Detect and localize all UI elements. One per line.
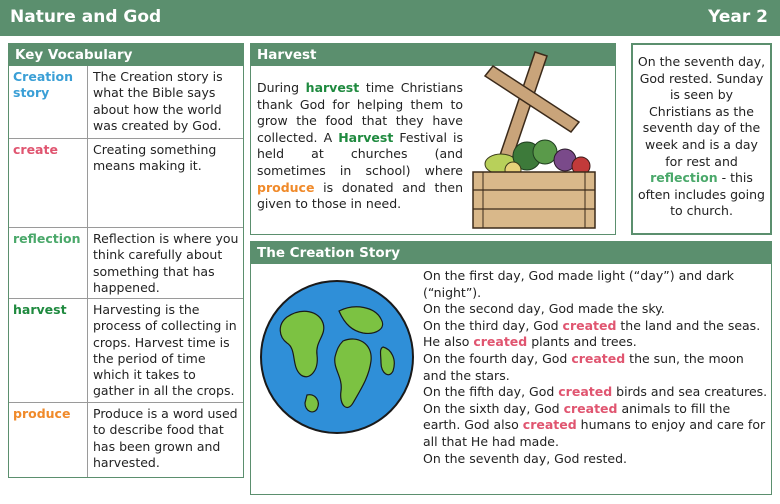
seventh-day-text (637, 54, 766, 220)
vocab-term: create (13, 142, 58, 157)
vocab-definition: The Creation story is what the Bible says about how the world was created by God. (93, 69, 223, 133)
day-six-line (423, 401, 769, 451)
vocab-definition: Reflection is where you think carefully about something that has happened. (93, 231, 239, 295)
text-span: humans to enjoy and care for all that He had made. (423, 417, 766, 449)
keyword-created: created (562, 317, 617, 333)
text-span: the land and the seas. (616, 317, 761, 333)
keyword-harvest: harvest (305, 80, 360, 95)
vocab-row (9, 138, 243, 226)
vocab-heading: Key Vocabulary (9, 44, 243, 66)
vocab-term: harvest (13, 302, 67, 317)
vocab-term: reflection (13, 231, 81, 246)
text-span: He also (423, 334, 474, 350)
text-span: On the third day, God (423, 317, 563, 333)
year-label: Year 2 (708, 7, 768, 27)
day-four-line (423, 351, 769, 384)
crate-icon (473, 172, 595, 228)
keyword-created: created (522, 417, 577, 433)
creation-story-text (423, 268, 769, 467)
text-span: Festival is held at churches (and sometimes in school) where (257, 129, 463, 178)
globe-icon (257, 277, 417, 437)
page-title: Nature and God (10, 7, 162, 27)
text-span: - this often includes going to church. (637, 170, 765, 219)
day-seven-line: On the seventh day, God rested. (423, 450, 627, 466)
text-span: birds and sea creatures. (612, 384, 768, 400)
vocab-row (9, 66, 243, 144)
text-span: animals to fill the earth. God also (423, 400, 731, 433)
text-span: During (257, 80, 306, 95)
keyword-created: created (558, 384, 613, 400)
vocab-definition: Produce is a word used to describe food that has been grown and harvested. (93, 406, 238, 470)
vocab-definition: Harvesting is the process of collecting in crops. Harvest time is the period of time which it takes to gather in all the crops. (93, 302, 237, 399)
text-span: On the seventh day, God rested. Sunday is seen by Christians as the seventh day of the week and is a day for rest and (637, 54, 766, 169)
text-span: plants and trees. (527, 334, 637, 350)
title-bar (0, 0, 780, 36)
key-vocabulary-panel (8, 43, 244, 478)
harvest-text (257, 80, 463, 213)
day-two-line: On the second day, God made the sky. (423, 301, 665, 317)
seventh-day-box (631, 43, 772, 235)
day-three-line (423, 318, 769, 351)
text-span: On the fifth day, God (423, 384, 559, 400)
day-one-line: On the first day, God made light (“day”) and dark (“night”). (423, 268, 735, 300)
keyword-created: created (563, 400, 618, 416)
vocab-term: Creation story (13, 69, 73, 100)
keyword-created: created (571, 350, 626, 366)
harvest-heading: Harvest (251, 44, 615, 66)
vocab-definition: Creating something means making it. (93, 142, 217, 174)
creation-story-panel (250, 241, 772, 495)
harvest-panel (250, 43, 616, 235)
keyword-reflection: reflection (650, 170, 718, 186)
text-span: is donated and then given to those in need. (257, 179, 463, 212)
harvest-crate-cross-image (469, 48, 599, 232)
vocab-term: produce (13, 406, 71, 421)
keyword-produce: produce (257, 179, 315, 195)
text-span: time Christians thank God for helping them to grow the food that they have collected. A (257, 80, 463, 145)
text-span: the sun, the moon and the stars. (423, 350, 744, 383)
day-five-line (423, 384, 769, 401)
keyword-created: created (473, 334, 528, 350)
text-span: On the fourth day, God (423, 350, 572, 366)
text-span: On the sixth day, God (423, 400, 564, 416)
vocab-row (9, 298, 243, 402)
vocab-row (9, 402, 243, 478)
creation-heading: The Creation Story (251, 242, 771, 264)
vocab-row (9, 227, 243, 298)
keyword-harvest: Harvest (338, 129, 394, 145)
